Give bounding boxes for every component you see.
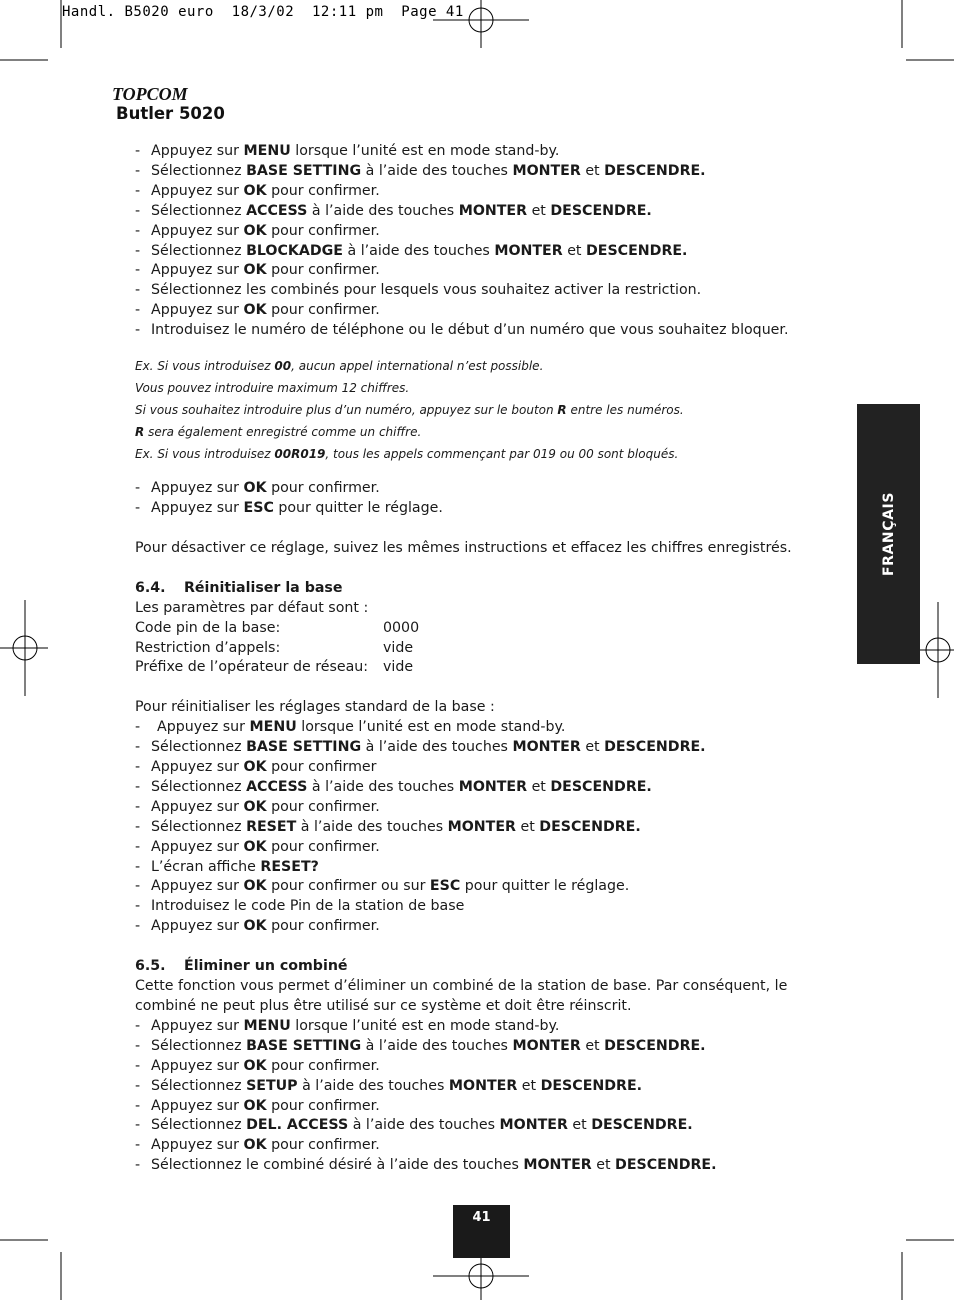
bold-keyword: DESCENDRE. bbox=[615, 1157, 717, 1174]
bold-keyword: 00 bbox=[274, 359, 292, 374]
bold-keyword: DESCENDRE. bbox=[591, 1117, 693, 1134]
bold-keyword: DESCENDRE. bbox=[604, 1037, 706, 1054]
text-run: à l’aide des touches bbox=[342, 242, 495, 259]
text-run: pour confirmer bbox=[266, 759, 377, 776]
bold-keyword: 00R019 bbox=[274, 447, 326, 462]
text-run: Ex. Si vous introduisez bbox=[135, 447, 275, 462]
brand-block bbox=[112, 85, 208, 103]
text-run: à l’aide des touches bbox=[361, 162, 513, 179]
bold-keyword: OK bbox=[243, 759, 267, 776]
bold-keyword: MENU bbox=[249, 719, 297, 736]
text-run: L’écran affiche bbox=[151, 858, 261, 875]
dash-bullet: - bbox=[135, 480, 141, 497]
list-item bbox=[135, 142, 847, 162]
text-run: Appuyez sur bbox=[151, 918, 244, 935]
list-item bbox=[135, 1136, 847, 1156]
dash-bullet: - bbox=[135, 798, 141, 815]
text-run: Sélectionnez bbox=[151, 818, 247, 835]
dash-bullet: - bbox=[135, 499, 141, 516]
list-item bbox=[135, 858, 847, 878]
bold-keyword: MONTER bbox=[512, 1037, 581, 1054]
bold-keyword: BASE SETTING bbox=[246, 162, 362, 179]
text-run: pour confirmer. bbox=[266, 262, 380, 279]
page-number: 41 bbox=[453, 1205, 510, 1258]
note-line bbox=[135, 421, 847, 443]
bold-keyword: OK bbox=[243, 262, 267, 279]
bold-keyword: MONTER bbox=[458, 202, 528, 219]
text-run: et bbox=[591, 1157, 616, 1174]
text-run: Appuyez sur bbox=[151, 1017, 244, 1034]
text-run: Introduisez le code Pin de la station de base bbox=[151, 898, 465, 915]
bold-keyword: OK bbox=[243, 480, 267, 497]
language-label: FRANÇAIS bbox=[880, 491, 897, 577]
text-run: Appuyez sur bbox=[151, 1097, 244, 1114]
bold-keyword: BASE SETTING bbox=[246, 739, 362, 756]
section-heading-6-5 bbox=[135, 957, 847, 977]
text-run: Appuyez sur bbox=[151, 222, 244, 239]
bold-keyword: OK bbox=[243, 1137, 267, 1154]
list-item bbox=[135, 321, 847, 341]
bold-keyword: DESCENDRE. bbox=[550, 202, 652, 219]
text-run: Sélectionnez bbox=[151, 242, 247, 259]
text-run: Sélectionnez bbox=[151, 162, 247, 179]
section-title: Réinitialiser la base bbox=[184, 579, 343, 596]
bold-keyword: SETUP bbox=[246, 1077, 298, 1094]
text-run: pour confirmer. bbox=[266, 838, 380, 855]
text-run: Appuyez sur bbox=[151, 1057, 244, 1074]
text-run: , tous les appels commençant par 019 ou 00 sont bloqués. bbox=[325, 447, 679, 462]
text-run: Sélectionnez bbox=[151, 202, 247, 219]
text-run: Appuyez sur bbox=[151, 143, 244, 159]
list-item bbox=[135, 1037, 847, 1057]
list-item bbox=[135, 281, 847, 301]
dash-bullet: - bbox=[135, 242, 141, 259]
dash-bullet: - bbox=[135, 282, 141, 299]
default-row bbox=[135, 658, 847, 678]
text-run: à l’aide des touches bbox=[307, 202, 459, 219]
dash-bullet: - bbox=[135, 1117, 141, 1134]
text-run: et bbox=[562, 242, 586, 259]
text-run: pour confirmer. bbox=[266, 1057, 380, 1074]
bold-keyword: OK bbox=[243, 1057, 267, 1074]
text-run: Appuyez sur bbox=[157, 719, 250, 736]
dash-bullet: - bbox=[135, 739, 141, 756]
main-content bbox=[135, 142, 847, 1176]
bold-keyword: ESC bbox=[243, 499, 274, 516]
bold-keyword: BLOCKADGE bbox=[246, 242, 343, 259]
text-run: Ex. Si vous introduisez bbox=[135, 359, 275, 374]
list-item bbox=[135, 1057, 847, 1077]
dash-bullet: - bbox=[135, 719, 141, 736]
text-run: à l’aide des touches bbox=[297, 1077, 449, 1094]
section-number: 6.5. bbox=[135, 958, 166, 975]
text-run: Sélectionnez bbox=[151, 1077, 247, 1094]
dash-bullet: - bbox=[135, 143, 141, 159]
text-run: Sélectionnez le combiné désiré à l’aide des touches bbox=[151, 1157, 524, 1174]
text-run: Appuyez sur bbox=[151, 878, 244, 895]
bold-keyword: DESCENDRE. bbox=[604, 739, 706, 756]
dash-bullet: - bbox=[135, 262, 141, 279]
text-run: et bbox=[515, 818, 540, 835]
bold-keyword: OK bbox=[243, 798, 267, 815]
list-item bbox=[135, 738, 847, 758]
text-run: et bbox=[527, 202, 551, 219]
dash-bullet: - bbox=[135, 878, 141, 895]
bold-keyword: ACCESS bbox=[246, 202, 308, 219]
bold-keyword: MONTER bbox=[512, 162, 581, 179]
list-item bbox=[135, 1156, 847, 1176]
print-slug: Handl. B5020 euro 18/3/02 12:11 pm Page 41 bbox=[62, 4, 464, 20]
text-run: Appuyez sur bbox=[151, 838, 244, 855]
text-run: à l’aide des touches bbox=[348, 1117, 500, 1134]
bold-keyword: MENU bbox=[243, 143, 291, 159]
text-run: Si vous souhaitez introduire plus d’un numéro, appuyez sur le bouton bbox=[135, 403, 558, 418]
text-run: et bbox=[580, 739, 605, 756]
list-item bbox=[135, 222, 847, 242]
list-item bbox=[135, 818, 847, 838]
default-row bbox=[135, 639, 847, 659]
bold-keyword: DESCENDRE. bbox=[539, 818, 641, 835]
bold-keyword: OK bbox=[243, 302, 267, 319]
bold-keyword: DESCENDRE. bbox=[550, 778, 652, 795]
text-run: pour confirmer. bbox=[266, 222, 380, 239]
delete-handset-steps bbox=[135, 1017, 847, 1176]
text-run: et bbox=[517, 1077, 541, 1094]
text-run: Appuyez sur bbox=[151, 480, 244, 497]
dash-bullet: - bbox=[135, 759, 141, 776]
section-number: 6.4. bbox=[135, 579, 166, 596]
bold-keyword: OK bbox=[243, 222, 267, 239]
dash-bullet: - bbox=[135, 182, 141, 199]
list-item bbox=[135, 182, 847, 202]
bold-keyword: DESCENDRE. bbox=[604, 162, 706, 179]
list-item bbox=[135, 798, 847, 818]
bold-keyword: ACCESS bbox=[246, 778, 308, 795]
list-item bbox=[135, 758, 847, 778]
text-run: lorsque l’unité est en mode stand-by. bbox=[296, 719, 566, 736]
text-run: pour confirmer. bbox=[266, 798, 380, 815]
text-run: Sélectionnez les combinés pour lesquels vous souhaitez activer la restriction. bbox=[151, 282, 702, 299]
text-run: Introduisez le numéro de téléphone ou le début d’un numéro que vous souhaitez bloquer. bbox=[151, 322, 789, 339]
list-item bbox=[135, 162, 847, 182]
text-run: pour confirmer. bbox=[266, 182, 380, 199]
list-item bbox=[135, 202, 847, 222]
bold-keyword: OK bbox=[243, 878, 267, 895]
dash-bullet: - bbox=[135, 918, 141, 935]
dash-bullet: - bbox=[135, 858, 141, 875]
text-run: Appuyez sur bbox=[151, 1137, 244, 1154]
dash-bullet: - bbox=[135, 202, 141, 219]
list-item bbox=[135, 877, 847, 897]
bold-keyword: MONTER bbox=[523, 1157, 592, 1174]
dash-bullet: - bbox=[135, 302, 141, 319]
text-run: Sélectionnez bbox=[151, 1117, 247, 1134]
bold-keyword: RESET? bbox=[260, 858, 319, 875]
text-run: Appuyez sur bbox=[151, 182, 244, 199]
text-run: et bbox=[527, 778, 551, 795]
note-line bbox=[135, 399, 847, 421]
bold-keyword: R bbox=[135, 425, 145, 440]
text-run: lorsque l’unité est en mode stand-by. bbox=[290, 1017, 560, 1034]
text-run: sera également enregistré comme un chiffre. bbox=[144, 425, 422, 440]
topcom-logo bbox=[112, 85, 208, 103]
list-item bbox=[135, 897, 847, 917]
text-run: lorsque l’unité est en mode stand-by. bbox=[290, 143, 560, 159]
dash-bullet: - bbox=[135, 1017, 141, 1034]
instruction-list bbox=[135, 142, 847, 341]
bold-keyword: R bbox=[557, 403, 567, 418]
list-item bbox=[135, 1097, 847, 1117]
model-name: Butler 5020 bbox=[116, 104, 225, 123]
reset-steps bbox=[135, 718, 847, 937]
dash-bullet: - bbox=[135, 818, 141, 835]
deactivate-paragraph: Pour désactiver ce réglage, suivez les mêmes instructions et effacez les chiffres enregistrés. bbox=[135, 539, 792, 556]
text-run: Sélectionnez bbox=[151, 739, 247, 756]
text-run: à l’aide des touches bbox=[296, 818, 448, 835]
bold-keyword: OK bbox=[243, 1097, 267, 1114]
list-item bbox=[135, 479, 847, 499]
language-tab bbox=[857, 404, 920, 664]
text-run: Appuyez sur bbox=[151, 302, 244, 319]
bold-keyword: DESCENDRE. bbox=[540, 1077, 643, 1094]
section-heading-6-4 bbox=[135, 579, 847, 599]
bold-keyword: MONTER bbox=[499, 1117, 568, 1134]
dash-bullet: - bbox=[135, 1037, 141, 1054]
list-item bbox=[135, 917, 847, 937]
bold-keyword: MONTER bbox=[494, 242, 563, 259]
note-line bbox=[135, 443, 847, 465]
list-item bbox=[135, 838, 847, 858]
text-run: et bbox=[580, 162, 605, 179]
default-row bbox=[135, 619, 847, 639]
text-run: Appuyez sur bbox=[151, 499, 244, 516]
text-run: pour confirmer. bbox=[266, 1097, 380, 1114]
dash-bullet: - bbox=[135, 162, 141, 179]
text-run: pour confirmer. bbox=[266, 302, 380, 319]
list-item bbox=[135, 1077, 847, 1097]
list-item bbox=[135, 718, 847, 738]
text-run: et bbox=[567, 1117, 592, 1134]
defaults-intro: Les paramètres par défaut sont : bbox=[135, 599, 369, 616]
default-value: 0000 bbox=[383, 619, 420, 636]
reset-intro: Pour réinitialiser les réglages standard de la base : bbox=[135, 699, 495, 716]
list-item bbox=[135, 261, 847, 281]
list-item bbox=[135, 499, 847, 519]
bold-keyword: OK bbox=[243, 918, 267, 935]
default-value: vide bbox=[383, 659, 414, 676]
text-run: Sélectionnez bbox=[151, 778, 247, 795]
dash-bullet: - bbox=[135, 1097, 141, 1114]
list-item bbox=[135, 1017, 847, 1037]
dash-bullet: - bbox=[135, 1157, 141, 1174]
note-line bbox=[135, 355, 847, 377]
list-item bbox=[135, 242, 847, 262]
text-run: à l’aide des touches bbox=[307, 778, 459, 795]
dash-bullet: - bbox=[135, 1077, 141, 1094]
bold-keyword: MONTER bbox=[458, 778, 528, 795]
bold-keyword: DEL. ACCESS bbox=[246, 1117, 349, 1134]
text-run: pour confirmer ou sur bbox=[266, 878, 430, 895]
bold-keyword: MONTER bbox=[447, 818, 516, 835]
section-title: Éliminer un combiné bbox=[184, 958, 348, 975]
section-intro: Cette fonction vous permet d’éliminer un combiné de la station de base. Par conséquent, le combiné ne peut plus être utilisé sur ce système et doit être réinscrit. bbox=[135, 978, 788, 1014]
bold-keyword: ESC bbox=[429, 878, 461, 895]
list-item bbox=[135, 778, 847, 798]
text-run: pour quitter le réglage. bbox=[460, 878, 630, 895]
default-label: Code pin de la base: bbox=[135, 619, 281, 636]
text-run: pour confirmer. bbox=[266, 1137, 380, 1154]
text-run: pour confirmer. bbox=[266, 918, 380, 935]
confirm-list bbox=[135, 479, 847, 519]
text-run: Appuyez sur bbox=[151, 262, 244, 279]
dash-bullet: - bbox=[135, 222, 141, 239]
text-run: à l’aide des touches bbox=[361, 1037, 513, 1054]
bold-keyword: OK bbox=[243, 182, 267, 199]
bold-keyword: MONTER bbox=[448, 1077, 518, 1094]
default-value: vide bbox=[383, 639, 414, 656]
dash-bullet: - bbox=[135, 322, 141, 339]
text-run: Appuyez sur bbox=[151, 759, 244, 776]
dash-bullet: - bbox=[135, 1057, 141, 1074]
bold-keyword: RESET bbox=[246, 818, 297, 835]
bold-keyword: BASE SETTING bbox=[246, 1037, 362, 1054]
text-run: , aucun appel international n’est possible. bbox=[291, 359, 544, 374]
text-run: pour quitter le réglage. bbox=[273, 499, 443, 516]
dash-bullet: - bbox=[135, 1137, 141, 1154]
text-run: entre les numéros. bbox=[566, 403, 684, 418]
dash-bullet: - bbox=[135, 838, 141, 855]
note-line bbox=[135, 377, 847, 399]
text-run: Vous pouvez introduire maximum 12 chiffres. bbox=[135, 381, 410, 396]
default-label: Préfixe de l’opérateur de réseau: bbox=[135, 659, 369, 676]
svg-text:TOPCOM: TOPCOM bbox=[112, 85, 188, 103]
dash-bullet: - bbox=[135, 778, 141, 795]
example-notes bbox=[135, 355, 847, 465]
text-run: Appuyez sur bbox=[151, 798, 244, 815]
text-run: à l’aide des touches bbox=[361, 739, 513, 756]
bold-keyword: MONTER bbox=[512, 739, 581, 756]
default-label: Restriction d’appels: bbox=[135, 639, 281, 656]
bold-keyword: OK bbox=[243, 838, 267, 855]
list-item bbox=[135, 1116, 847, 1136]
text-run: et bbox=[580, 1037, 605, 1054]
text-run: Sélectionnez bbox=[151, 1037, 247, 1054]
defaults-table bbox=[135, 619, 847, 679]
text-run: pour confirmer. bbox=[266, 480, 380, 497]
dash-bullet: - bbox=[135, 898, 141, 915]
list-item bbox=[135, 301, 847, 321]
bold-keyword: DESCENDRE. bbox=[586, 242, 688, 259]
bold-keyword: MENU bbox=[243, 1017, 291, 1034]
